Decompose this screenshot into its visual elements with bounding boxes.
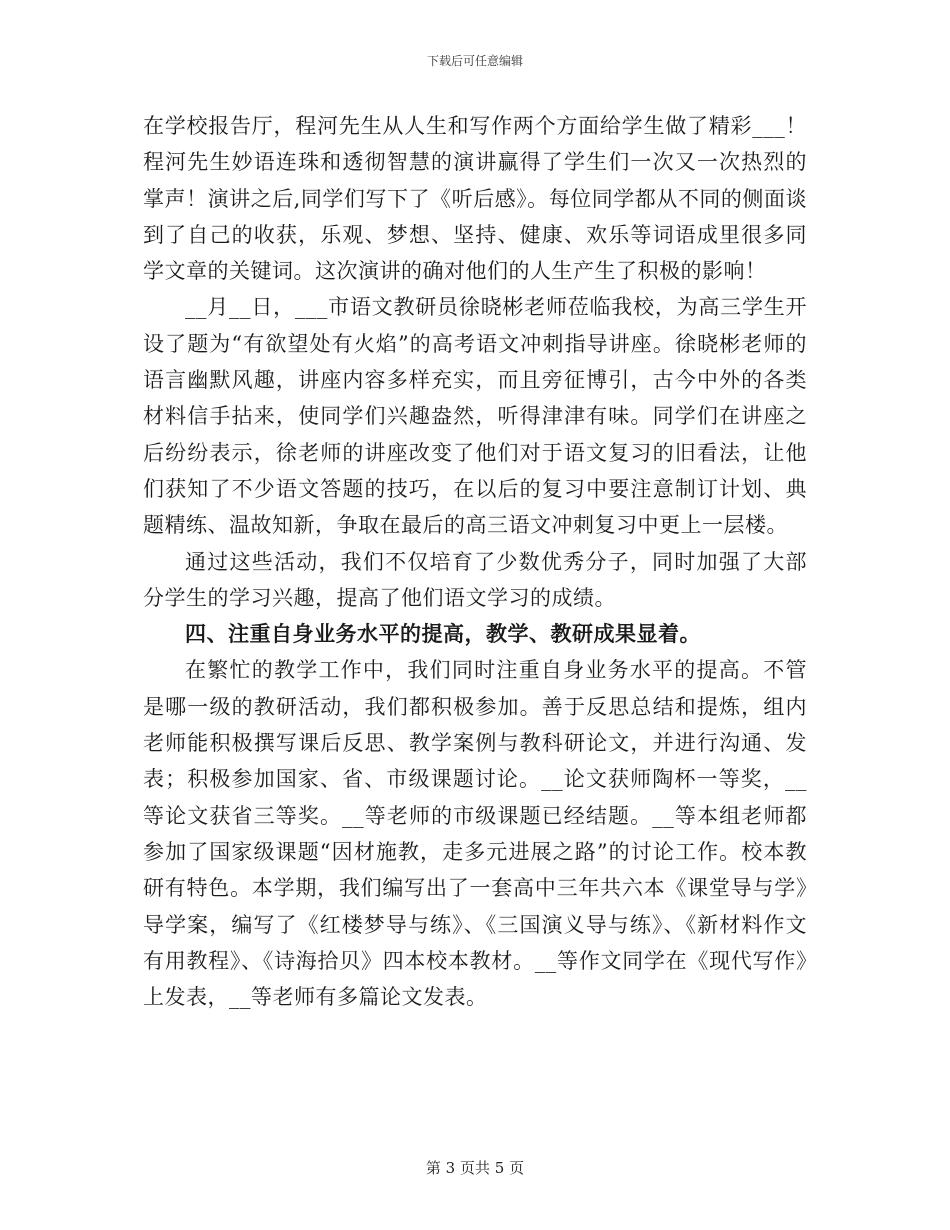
paragraph-teaching-research: 在繁忙的教学工作中，我们同时注重自身业务水平的提高。不管是哪一级的教研活动，我们都积极参加。善于反思总结和提炼，组内老师能积极撰写课后反思、教学案例与教科研论文，并进行沟通、发表；积极参加国家、省、市级课题讨论。__论文获师陶杯一等奖，__等论文获省三等奖。__等老师的市级课题已经结题。__等本组老师都参加了国家级课题“因材施教，走多元进展之路”的讨论工作。校本教研有特色。本学期，我们编写出了一套高中三年共六本《课堂导与学》导学案，编写了《红楼梦导与练》、《三国演义导与练》、《新材料作文有用教程》、《诗海拾贝》四本校本教材。__等作文同学在《现代写作》上发表，__等老师有多篇论文发表。 — [143, 658, 807, 1010]
document-body — [143, 108, 807, 1015]
paragraph-activities-summary: 通过这些活动，我们不仅培育了少数优秀分子，同时加强了大部分学生的学习兴趣，提高了他们语文学习的成绩。 — [143, 549, 807, 610]
page-header: 下载后可任意编辑 — [426, 54, 523, 68]
page-footer: 第 3 页共 5 页 — [425, 1159, 525, 1177]
paragraph-lecture-xuxiaobin: __月__日，___市语文教研员徐晓彬老师莅临我校，为高三学生开设了题为“有欲望处有火焰”的高考语文冲刺指导讲座。徐晓彬老师的语言幽默风趣，讲座内容多样充实，而且旁征博引，古今中外的各类材料信手拈来，使同学们兴趣盎然，听得津津有味。同学们在讲座之后纷纷表示，徐老师的讲座改变了他们对于语文复习的旧看法，让他们获知了不少语文答题的技巧，在以后的复习中要注意制订计划、典题精练、温故知新，争取在最后的高三语文冲刺复习中更上一层楼。 — [143, 295, 807, 538]
section-heading: 四、注重自身业务水平的提高，教学、教研成果显着。 — [185, 621, 701, 647]
paragraph-lecture-chenghe: 在学校报告厅，程河先生从人生和写作两个方面给学生做了精彩___！程河先生妙语连珠和透彻智慧的演讲赢得了学生们一次又一次热烈的掌声！演讲之后,同学们写下了《听后感》。每位同学都从不同的侧面谈到了自己的收获，乐观、梦想、坚持、健康、欢乐等词语成里很多同学文章的关键词。这次演讲的确对他们的人生产生了积极的影响！ — [143, 114, 807, 284]
